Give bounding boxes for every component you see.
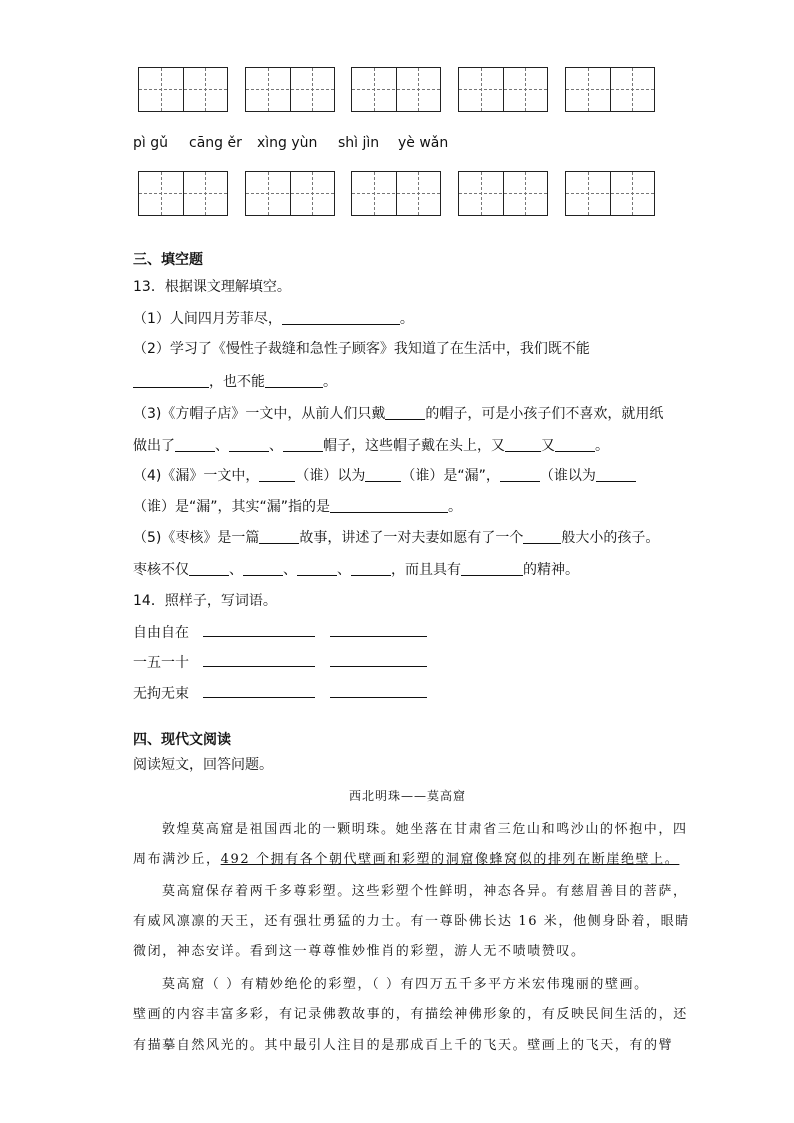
passage-title: 西北明珠——莫高窟	[349, 789, 467, 803]
q13-line-5: （5)《枣核》是一篇 故事，讲述了一对夫妻如愿有了一个 般大小的孩子。	[133, 530, 660, 546]
section-heading: 四、现代文阅读	[133, 732, 231, 748]
answer-blank[interactable]	[461, 561, 523, 576]
reading-intro: 阅读短文，回答问题。	[133, 757, 273, 773]
word-example-2: 一五一十	[133, 655, 189, 671]
q13-line-1: （1）人间四月芳菲尽， 。	[133, 311, 414, 327]
answer-blank[interactable]	[259, 467, 295, 482]
answer-blank[interactable]	[330, 498, 448, 513]
tianzige-box[interactable]	[245, 67, 335, 112]
word-answer-line[interactable]	[203, 697, 315, 698]
answer-blank[interactable]	[297, 561, 337, 576]
writing-grid-row-1	[138, 67, 658, 112]
answer-blank[interactable]	[175, 437, 215, 452]
q13-line-2: （2）学习了《慢性子裁缝和急性子顾客》我知道了在生活中，我们既不能	[133, 341, 590, 357]
q13-line-3: （3)《方帽子店》一文中，从前人们只戴 的帽子，可是小孩子们不喜欢，就用纸	[133, 406, 664, 422]
answer-blank[interactable]	[229, 437, 269, 452]
pinyin-label: xìng yùn	[257, 135, 318, 151]
tianzige-box[interactable]	[565, 171, 655, 216]
answer-blank[interactable]	[385, 405, 425, 420]
answer-blank[interactable]	[265, 373, 323, 388]
answer-blank[interactable]	[243, 561, 283, 576]
q13-line-4-cont: （谁）是“漏”，其实“漏”指的是 。	[133, 499, 463, 515]
answer-blank[interactable]	[282, 310, 400, 325]
answer-blank[interactable]	[596, 467, 636, 482]
passage-line: 有描摹自然风光的。其中最引人注目的是那成百上千的飞天。壁画上的飞天，有的臂	[133, 1038, 674, 1053]
tianzige-box[interactable]	[138, 171, 228, 216]
tianzige-box[interactable]	[458, 171, 548, 216]
word-answer-line[interactable]	[203, 636, 315, 637]
word-example-3: 无拘无束	[133, 686, 189, 702]
answer-blank[interactable]	[555, 437, 595, 452]
passage-line: 壁画的内容丰富多彩，有记录佛教故事的，有描绘神佛形象的，有反映民间生活的，还	[133, 1007, 688, 1022]
passage-line: 周布满沙丘，492 个拥有各个朝代壁画和彩塑的洞窟像蜂窝似的排列在断崖绝壁上。	[133, 852, 680, 867]
answer-blank[interactable]	[259, 529, 299, 544]
passage-line: 微闭，神态安详。看到这一尊尊惟妙惟肖的彩塑，游人无不啧啧赞叹。	[133, 944, 586, 959]
pinyin-label: pì gǔ	[133, 135, 168, 151]
answer-blank[interactable]	[365, 467, 401, 482]
passage-line: 有威风凛凛的天王，还有强壮勇猛的力士。有一尊卧佛长达 16 米，他侧身卧着，眼睛	[133, 914, 690, 929]
tianzige-box[interactable]	[565, 67, 655, 112]
pinyin-label: shì jìn	[338, 135, 380, 151]
section-heading: 三、填空题	[133, 252, 203, 268]
answer-blank[interactable]	[523, 529, 561, 544]
pinyin-label: cāng ěr	[189, 135, 242, 151]
q13-line-3-cont: 做出了 、 、 帽子，这些帽子戴在头上，又 又 。	[133, 438, 609, 454]
answer-blank[interactable]	[351, 561, 391, 576]
underlined-sentence: 492 个拥有各个朝代壁画和彩塑的洞窟像蜂窝似的排列在断崖绝壁上。	[220, 852, 680, 867]
tianzige-box[interactable]	[245, 171, 335, 216]
word-answer-line[interactable]	[330, 666, 427, 667]
word-answer-line[interactable]	[203, 666, 315, 667]
answer-blank[interactable]	[283, 437, 323, 452]
tianzige-box[interactable]	[351, 171, 441, 216]
tianzige-box[interactable]	[351, 67, 441, 112]
tianzige-box[interactable]	[138, 67, 228, 112]
question-13: 13．根据课文理解填空。	[133, 279, 291, 295]
word-example-1: 自由自在	[133, 625, 189, 641]
passage-line: 莫高窟（ ）有精妙绝伦的彩塑，（ ）有四万五千多平方米宏伟瑰丽的壁画。	[162, 977, 649, 992]
q13-line-2-cont: ，也不能 。	[133, 371, 337, 391]
answer-blank[interactable]	[500, 467, 540, 482]
q13-line-4: （4)《漏》一文中， （谁）以为 （谁）是“漏”， （谁以为	[133, 465, 636, 485]
question-14: 14．照样子，写词语。	[133, 593, 277, 609]
q13-line-5-cont: 枣核不仅 、 、 、 ，而且具有 的精神。	[133, 562, 579, 578]
answer-blank[interactable]	[505, 437, 541, 452]
tianzige-box[interactable]	[458, 67, 548, 112]
answer-blank[interactable]	[133, 373, 209, 388]
passage-line: 敦煌莫高窟是祖国西北的一颗明珠。她坐落在甘肃省三危山和鸣沙山的怀抱中，四	[162, 822, 688, 837]
word-answer-line[interactable]	[330, 636, 427, 637]
answer-blank[interactable]	[189, 561, 229, 576]
word-answer-line[interactable]	[330, 697, 427, 698]
pinyin-label: yè wǎn	[398, 135, 449, 151]
writing-grid-row-2	[138, 171, 658, 216]
passage-line: 莫高窟保存着两千多尊彩塑。这些彩塑个性鲜明，神态各异。有慈眉善目的菩萨，	[162, 884, 688, 899]
